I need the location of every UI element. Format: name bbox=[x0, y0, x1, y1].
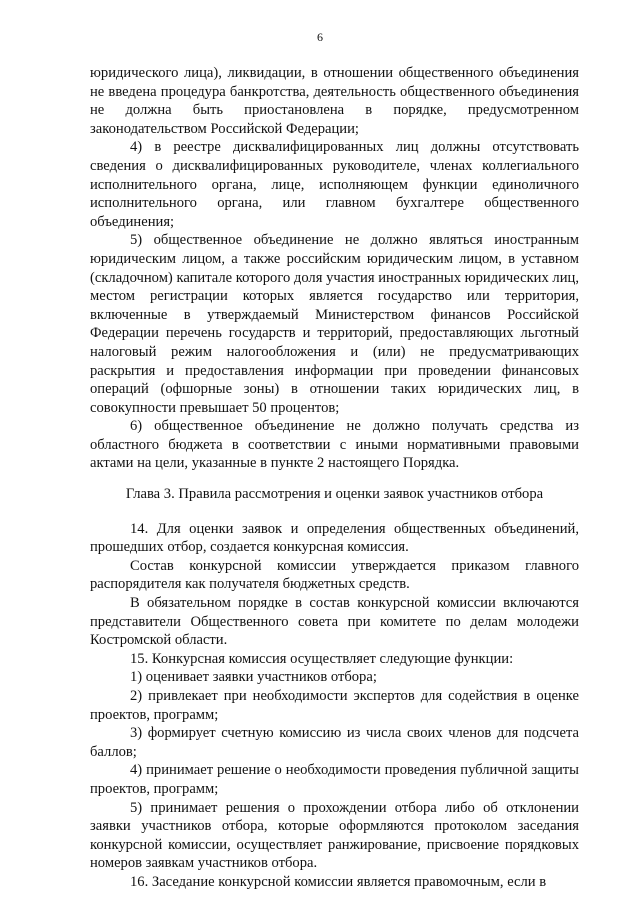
paragraph-function-4: 4) принимает решение о необходимости проведения публичной защиты проектов, программ; bbox=[90, 762, 579, 797]
paragraph-function-3: 3) формирует счетную комиссию из числа своих членов для подсчета баллов; bbox=[90, 725, 579, 760]
paragraph-clause-14: 14. Для оценки заявок и определения общественных объединений, прошедших отбор, создается конкурсная комиссия. bbox=[90, 520, 579, 556]
page-number: 6 bbox=[317, 30, 323, 44]
paragraph-clause-15: 15. Конкурсная комиссия осуществляет следующие функции: bbox=[130, 650, 514, 667]
paragraph-clause-16: 16. Заседание конкурсной комиссии является правомочным, если в bbox=[130, 873, 547, 890]
paragraph-commission-composition: Состав конкурсной комиссии утверждается приказом главного распорядителя как получателя бюджетных средств. bbox=[90, 557, 579, 593]
paragraph-item-4: 4) в реестре дисквалифицированных лиц должны отсутствовать сведения о дисквалифицированных руководителе, членах коллегиального исполнительного органа, лице, исполняющем функции единоличного исполнительного органа, или главном бухгалтере общественного объединения; bbox=[90, 139, 579, 230]
chapter-3-heading: Глава 3. Правила рассмотрения и оценки заявок участников отбора bbox=[125, 486, 544, 503]
paragraph-mandatory-members: В обязательном порядке в состав конкурсной комиссии включаются представители Общественного совета при комитете по делам молодежи Костромской области. bbox=[90, 595, 579, 649]
document-body bbox=[90, 64, 579, 892]
paragraph-item-5: 5) общественное объединение не должно являться иностранным юридическим лицом, а также российским юридическим лицом, в уставном (складочном) капитале которого доля участия иностранных юридических лиц, местом регистрации которых является государство или территория, включенные в утверждаемый Министерством финансов Российской Федерации перечень государств и территорий, предоставляющих льготный налоговый режим налогообложения и (или) не предусматривающих раскрытия и предоставления информации при проведении финансовых операций (офшорные зоны) в отношении таких юридических лиц, в совокупности превышает 50 процентов; bbox=[90, 232, 579, 416]
paragraph-function-1: 1) оценивает заявки участников отбора; bbox=[130, 669, 377, 686]
paragraph-legal-entity-status: юридического лица), ликвидации, в отношении общественного объединения не введена процедура банкротства, деятельность общественного объединения не должна быть приостановлена в порядке, предусмотренном законодательством Российской Федерации; bbox=[90, 65, 579, 137]
paragraph-function-2: 2) привлекает при необходимости экспертов для содействия в оценке проектов, программ; bbox=[90, 688, 579, 723]
paragraph-item-6: 6) общественное объединение не должно получать средства из областного бюджета в соответствии с иными нормативными правовыми актами на цели, указанные в пункте 2 настоящего Порядка. bbox=[90, 418, 579, 472]
paragraph-function-5: 5) принимает решения о прохождении отбора либо об отклонении заявки участников отбора, которые оформляются протоколом заседания конкурсной комиссии, осуществляет ранжирование, присвоение порядковых номеров заявкам участников отбора. bbox=[90, 799, 579, 872]
